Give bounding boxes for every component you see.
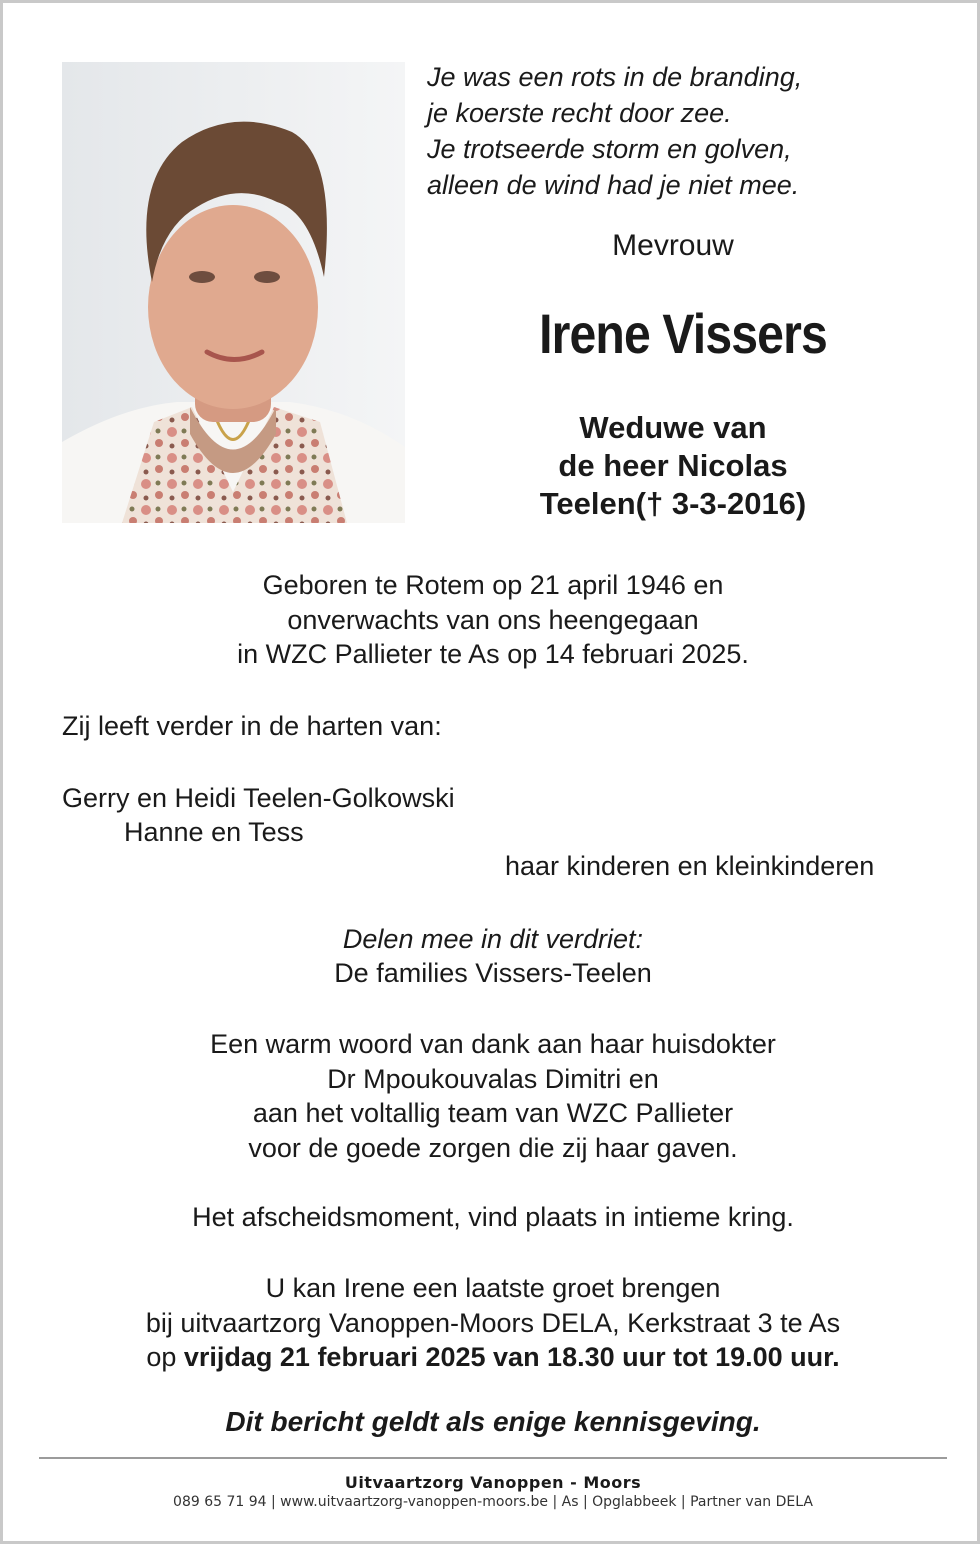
thanks-line: voor de goede zorgen die zij haar gaven. (248, 1132, 738, 1163)
birth-death-line: in WZC Pallieter te As op 14 februari 2025. (237, 639, 749, 669)
portrait-photo (62, 62, 405, 523)
birth-death-line: Geboren te Rotem op 21 april 1946 en (262, 570, 724, 600)
poem (427, 59, 947, 203)
footer-divider (39, 1457, 947, 1459)
visit-prefix: op (146, 1342, 177, 1372)
visit-datetime: vrijdag 21 februari 2025 van 18.30 uur tot 19.00 uur. (183, 1342, 840, 1372)
family-relation: haar kinderen en kleinkinderen (505, 851, 875, 881)
title-prefix: Mevrouw (612, 229, 734, 262)
thanks-text (3, 1027, 980, 1165)
family-children: Gerry en Heidi Teelen-Golkowski (62, 783, 455, 813)
poem-line: Je trotseerde storm en golven, (427, 134, 792, 164)
widow-line: Teelen(† 3-3-2016) (539, 486, 807, 521)
portrait-illustration (62, 62, 405, 523)
notice-text: Dit bericht geldt als enige kennisgeving. (225, 1406, 761, 1437)
visit-line: bij uitvaartzorg Vanoppen-Moors DELA, Kerkstraat 3 te As (145, 1307, 841, 1338)
poem-line: alleen de wind had je niet mee. (427, 170, 800, 200)
footer-contact: 089 65 71 94 | www.uitvaartzorg-vanoppen-moors.be | As | Opglabbeek | Partner van DELA (173, 1494, 813, 1510)
farewell-text: Het afscheidsmoment, vind plaats in intieme kring. (192, 1202, 794, 1232)
widow-line: de heer Nicolas (558, 448, 788, 483)
widow-line: Weduwe van (579, 410, 767, 445)
thanks-line: aan het voltallig team van WZC Pallieter (252, 1098, 734, 1128)
birth-death-info (3, 568, 980, 672)
visit-line (3, 1340, 980, 1375)
lives-on-heading: Zij leeft verder in de harten van: (62, 711, 442, 741)
visit-line: U kan Irene een laatste groet brengen (265, 1273, 721, 1303)
thanks-line: Een warm woord van dank aan haar huisdokter (210, 1029, 776, 1059)
poem-line: je koerste recht door zee. (427, 98, 732, 128)
widow-info (463, 409, 883, 523)
visit-info (3, 1271, 980, 1375)
poem-line: Je was een rots in de branding, (427, 62, 803, 92)
family-grandchildren: Hanne en Tess (124, 817, 304, 847)
share-families: De families Vissers-Teelen (334, 958, 652, 988)
thanks-line: Dr Mpoukouvalas Dimitri en (327, 1063, 659, 1094)
share-heading: Delen mee in dit verdriet: (342, 924, 644, 954)
deceased-name: Irene Vissers (539, 302, 827, 365)
footer-company: Uitvaartzorg Vanoppen - Moors (344, 1473, 642, 1492)
birth-death-line: onverwachts van ons heengegaan (287, 604, 699, 635)
